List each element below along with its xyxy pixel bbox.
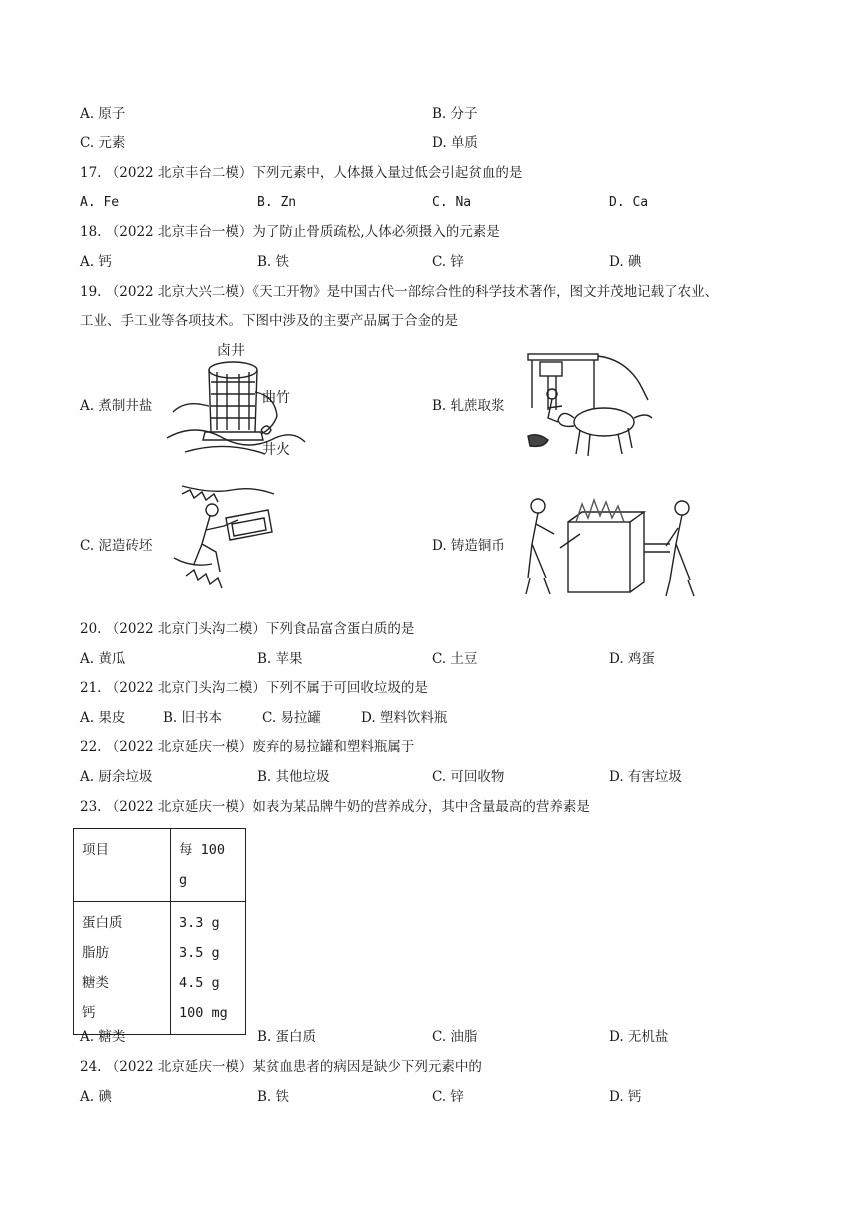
q16-option-a: A. 原子 <box>80 106 126 122</box>
q19-option-b: B. 轧蔗取浆 <box>432 398 505 414</box>
q22-option-d: D. 有害垃圾 <box>609 769 682 785</box>
q20-option-c: C. 土豆 <box>432 651 478 667</box>
q22-stem: 22. （2022 北京延庆一模）废弃的易拉罐和塑料瓶属于 <box>80 739 415 755</box>
copper-coin-casting-illustration <box>520 494 710 602</box>
q21-option-d: D. 塑料饮料瓶 <box>361 710 448 726</box>
q21-stem: 21. （2022 北京门头沟二模）下列不属于可回收垃圾的是 <box>80 680 428 696</box>
nutrient-sugar: 糖类 <box>82 975 109 991</box>
q23-option-c: C. 油脂 <box>432 1029 478 1045</box>
q23-option-b: B. 蛋白质 <box>257 1029 317 1045</box>
q17-option-c: C. Na <box>432 195 472 210</box>
label-curved-bamboo: 曲竹 <box>262 390 290 406</box>
q23-stem: 23. （2022 北京延庆一模）如表为某品牌牛奶的营养成分，其中含量最高的营养素是 <box>80 799 590 815</box>
nutrition-table <box>73 828 246 1035</box>
q17-option-a: A. Fe <box>80 195 120 210</box>
q17-stem: 17. （2022 北京丰台二模）下列元素中，人体摄入量过低会引起贫血的是 <box>80 165 523 181</box>
q19-stem-line2: 工业、手工业等各项技术。下图中涉及的主要产品属于合金的是 <box>80 313 458 329</box>
q16-option-c: C. 元素 <box>80 135 126 151</box>
value-calcium: 100 mg <box>179 1005 228 1021</box>
nutrient-fat: 脂肪 <box>82 945 109 961</box>
q23-option-a: A. 糖类 <box>80 1029 126 1045</box>
q23-option-d: D. 无机盐 <box>609 1029 669 1045</box>
q19-stem-line1: 19. （2022 北京大兴二模）《天工开物》是中国古代一部综合性的科学技术著作，图文并茂地记载了农业、 <box>80 284 719 300</box>
q24-option-d: D. 钙 <box>609 1089 642 1105</box>
q24-stem: 24. （2022 北京延庆一模）某贫血患者的病因是缺少下列元素中的 <box>80 1059 482 1075</box>
q20-option-a: A. 黄瓜 <box>80 651 126 667</box>
nutrient-names <box>74 902 171 1035</box>
q19-option-c: C. 泥造砖坯 <box>80 538 153 554</box>
nutrient-values <box>171 902 246 1035</box>
label-salt-well: 卤井 <box>217 343 245 359</box>
q20-option-d: D. 鸡蛋 <box>609 651 655 667</box>
q21-option-a: A. 果皮 <box>80 710 126 726</box>
q16-option-d: D. 单质 <box>432 135 478 151</box>
label-well-fire: 井火 <box>262 442 290 458</box>
sugarcane-press-illustration <box>518 348 658 460</box>
q21-option-b: B. 旧书本 <box>163 710 223 726</box>
header-item: 项目 <box>74 829 171 902</box>
q19-option-d: D. 铸造铜币 <box>432 538 505 554</box>
q22-option-b: B. 其他垃圾 <box>257 769 330 785</box>
q18-option-d: D. 碘 <box>609 254 642 270</box>
q21-option-c: C. 易拉罐 <box>262 710 321 726</box>
header-per-100g: 每 100 g <box>171 829 246 902</box>
q16-option-b: B. 分子 <box>432 106 478 122</box>
q20-option-b: B. 苹果 <box>257 651 303 667</box>
q19-option-a: A. 煮制井盐 <box>80 398 153 414</box>
q18-stem: 18. （2022 北京丰台一模）为了防止骨质疏松,人体必须摄入的元素是 <box>80 224 500 240</box>
value-sugar: 4.5 g <box>179 975 220 991</box>
q17-option-d: D. Ca <box>609 195 649 210</box>
value-fat: 3.5 g <box>179 945 220 961</box>
nutrient-calcium: 钙 <box>82 1005 96 1021</box>
value-protein: 3.3 g <box>179 915 220 931</box>
q24-option-a: A. 碘 <box>80 1089 112 1105</box>
nutrition-table-header <box>74 829 246 902</box>
q22-option-c: C. 可回收物 <box>432 769 505 785</box>
q24-option-c: C. 锌 <box>432 1089 464 1105</box>
nutrient-protein: 蛋白质 <box>82 915 123 931</box>
q18-option-c: C. 锌 <box>432 254 464 270</box>
mud-brick-illustration <box>172 480 282 592</box>
q22-option-a: A. 厨余垃圾 <box>80 769 153 785</box>
q17-option-b: B. Zn <box>257 195 297 210</box>
q24-option-b: B. 铁 <box>257 1089 290 1105</box>
nutrition-table-body <box>74 902 246 1035</box>
q18-option-a: A. 钙 <box>80 254 112 270</box>
salt-well-illustration <box>165 342 315 462</box>
q18-option-b: B. 铁 <box>257 254 290 270</box>
q20-stem: 20. （2022 北京门头沟二模）下列食品富含蛋白质的是 <box>80 621 415 637</box>
